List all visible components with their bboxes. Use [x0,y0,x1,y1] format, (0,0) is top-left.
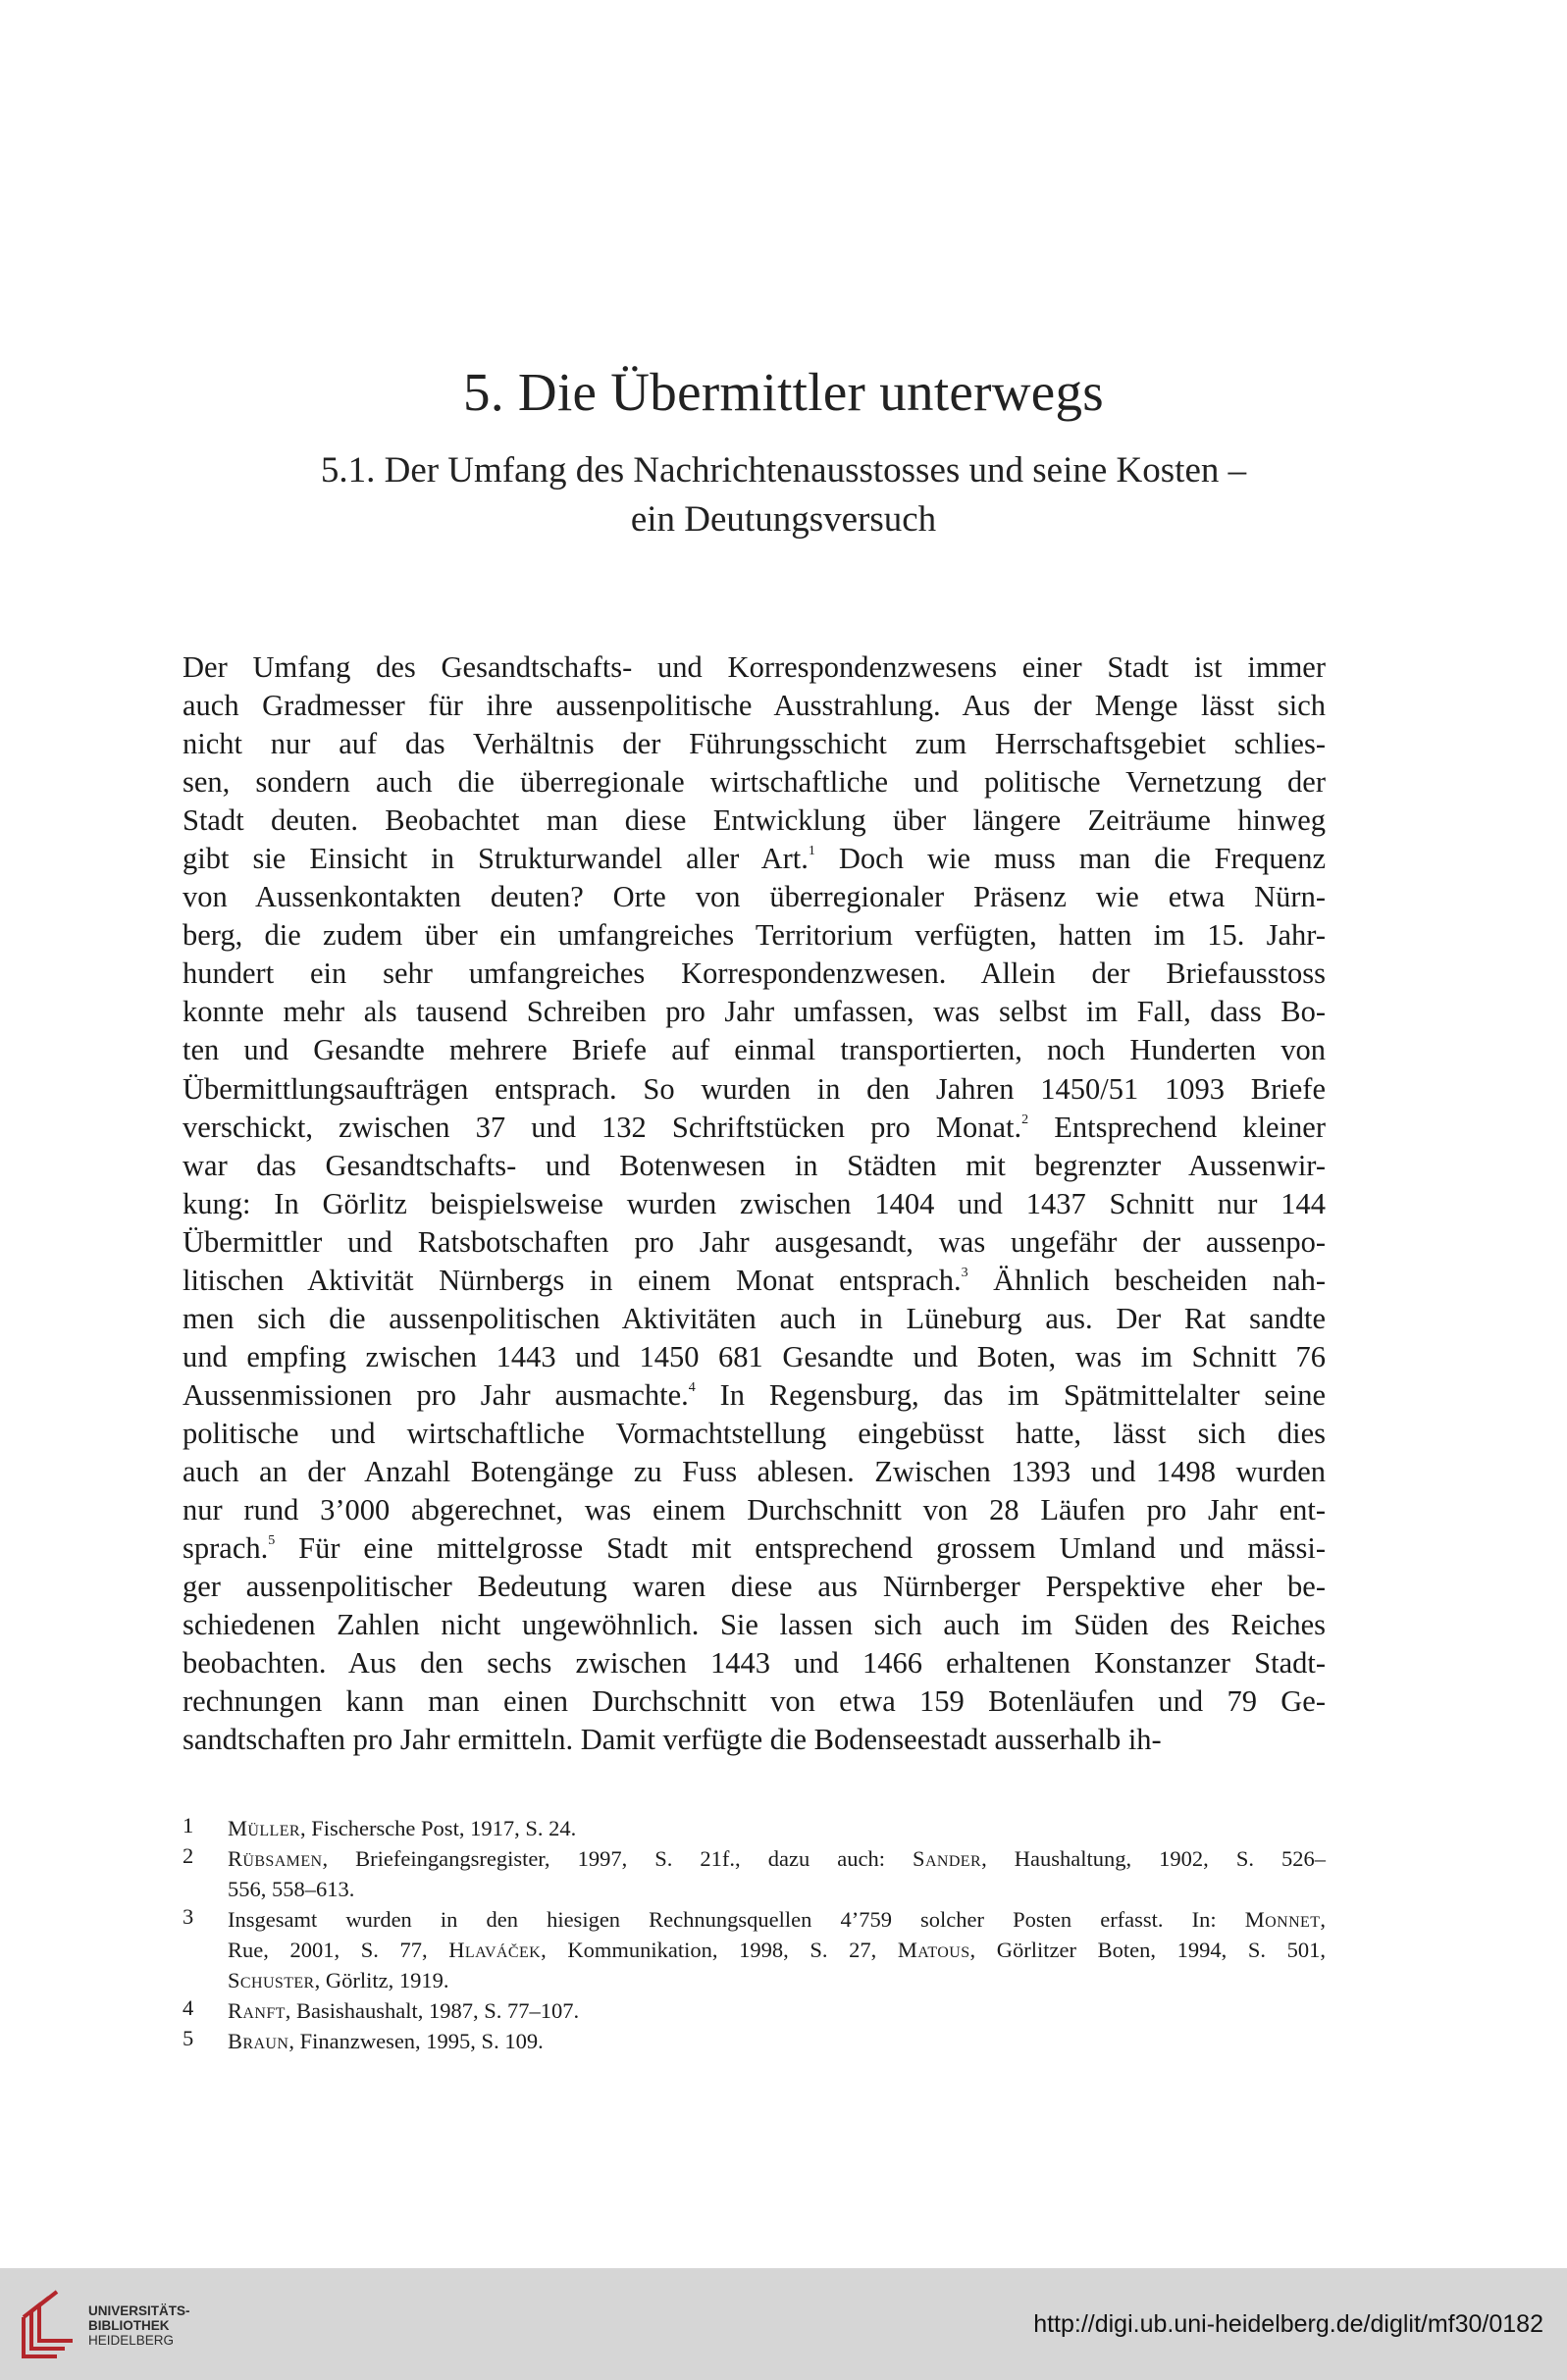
body-line: ten und Gesandte mehrere Briefe auf einmal transportierten, noch Hunderten von [183,1033,1326,1067]
footnote-marker[interactable]: 2 [1021,1112,1029,1127]
footnote-line: Rue, 2001, S. 77, Hlaváček, Kommunikation, 1998, S. 27, Matous, Görlitzer Boten, 1994, S. 501, [228,1938,1326,1962]
footnote-marker[interactable]: 1 [808,844,815,859]
footnote-line: Insgesamt wurden in den hiesigen Rechnungsquellen 4’759 solcher Posten erfasst. In: Monnet, [228,1907,1326,1932]
logo-text-line: UNIVERSITÄTS- [88,2303,190,2318]
section-title-line: 5.1. Der Umfang des Nachrichtenausstosses und seine Kosten – [320,450,1247,491]
body-line: und empfing zwischen 1443 und 1450 681 Gesandte und Boten, was im Schnitt 76 [183,1339,1326,1373]
logo-text-line: HEIDELBERG [88,2333,175,2348]
body-line: sprach.$^5$ Für eine mittelgrosse Stadt mit entsprechend grossem Umland und mässi- [183,1531,1326,1566]
library-logo-text [88,2303,190,2348]
footnote-line: Schuster, Görlitz, 1919. [228,1968,449,1992]
author-name: Ranft [228,1998,286,2023]
footnote-item [183,1995,1326,2026]
footnote-item [183,1843,1326,1904]
body-line: Stadt deuten. Beobachtet man diese Entwicklung über längere Zeiträume hinweg [183,803,1326,838]
body-line: Übermittlungsaufträgen entsprach. So wurden in den Jahren 1450/51 1093 Briefe [183,1071,1326,1106]
author-name: Monnet [1244,1907,1321,1932]
author-name: Rübsamen [228,1846,323,1871]
body-line: verschickt, zwischen 37 und 132 Schriftstücken pro Monat.$^2$ Entsprechend kleiner [183,1110,1327,1144]
footnote-marker[interactable]: 4 [688,1379,696,1395]
body-line: beobachten. Aus den sechs zwischen 1443 und 1466 erhaltenen Konstanzer Stadt- [183,1646,1326,1681]
body-line: gibt sie Einsicht in Strukturwandel aller Art.$^1$ Doch wie muss man die Frequenz [183,842,1326,876]
body-line: berg, die zudem über ein umfangreiches Territorium verfügten, hatten im 15. Jahr- [183,918,1326,953]
body-line: war das Gesandtschafts- und Botenwesen in Städten mit begrenzter Aussenwir- [183,1148,1326,1182]
body-line: auch an der Anzahl Botengänge zu Fuss ablesen. Zwischen 1393 und 1498 wurden [183,1454,1326,1488]
footnote-number: 3 [183,1904,194,1929]
library-logo[interactable] [18,2288,234,2362]
body-text [183,648,1326,1759]
author-name: Sander [913,1846,982,1871]
footnote-marker[interactable]: 5 [268,1533,276,1549]
footnote-line: Rübsamen, Briefeingangsregister, 1997, S. 21f., dazu auch: Sander, Haushaltung, 1902, S. 526– [228,1846,1326,1871]
body-line: politische und wirtschaftliche Vormachtstellung eingebüsst hatte, lässt sich dies [183,1416,1326,1450]
body-line: Übermittler und Ratsbotschaften pro Jahr ausgesandt, was ungefähr der aussenpo- [183,1224,1326,1259]
body-line: ger aussenpolitischer Bedeutung waren diese aus Nürnberger Perspektive eher be- [183,1570,1326,1604]
footer-bar [0,2268,1567,2380]
body-line: sen, sondern auch die überregionale wirtschaftliche und politische Vernetzung der [183,765,1326,800]
footnote-item [183,1904,1326,1995]
body-line: kung: In Görlitz beispielsweise wurden zwischen 1404 und 1437 Schnitt nur 144 [183,1186,1326,1220]
chapter-title: 5. Die Übermittler unterwegs [463,362,1104,422]
footnote-line: Braun, Finanzwesen, 1995, S. 109. [228,2029,544,2053]
footnote-number: 2 [183,1843,194,1868]
footnote-number: 4 [183,1995,194,2020]
body-line: schiedenen Zahlen nicht ungewöhnlich. Sie lassen sich auch im Süden des Reiches [183,1608,1326,1642]
permalink-url[interactable]: http://digi.ub.uni-heidelberg.de/diglit/mf30/0182 [1033,2310,1543,2338]
logo-text-line: BIBLIOTHEK [88,2318,170,2333]
section-title-line: ein Deutungsversuch [630,499,937,540]
section-title [0,446,1567,544]
author-name: Müller [228,1816,300,1840]
author-name: Hlaváček [448,1938,542,1962]
footnote-marker[interactable]: 3 [961,1265,968,1280]
body-line: men sich die aussenpolitischen Aktivitäten auch in Lüneburg aus. Der Rat sandte [183,1301,1326,1335]
body-line: sandtschaften pro Jahr ermitteln. Damit verfügte die Bodenseestadt ausserhalb ih- [183,1723,1162,1757]
body-line: nicht nur auf das Verhältnis der Führungsschicht zum Herrschaftsgebiet schlies- [183,727,1326,761]
footnote-item [183,2026,1326,2056]
footnote-line: Ranft, Basishaushalt, 1987, S. 77–107. [228,1998,580,2023]
body-line: nur rund 3’000 abgerechnet, was einem Durchschnitt von 28 Läufen pro Jahr ent- [183,1493,1326,1527]
body-line: litischen Aktivität Nürnbergs in einem Monat entsprach.$^3$ Ähnlich bescheiden nah- [183,1263,1326,1297]
footnotes [183,1813,1326,2056]
body-line: hundert ein sehr umfangreiches Korrespondenzwesen. Allein der Briefausstoss [183,957,1326,991]
body-line: rechnungen kann man einen Durchschnitt von etwa 159 Botenläufen und 79 Ge- [183,1684,1326,1719]
body-line: konnte mehr als tausend Schreiben pro Jahr umfassen, was selbst im Fall, dass Bo- [183,995,1326,1029]
body-line: von Aussenkontakten deuten? Orte von überregionaler Präsenz wie etwa Nürn- [183,880,1326,914]
author-name: Schuster [228,1968,315,1992]
body-line: Aussenmissionen pro Jahr ausmachte.$^4$ In Regensburg, das im Spätmittelalter seine [183,1377,1327,1412]
footnote-line: 556, 558–613. [228,1877,355,1901]
author-name: Matous [897,1938,970,1962]
library-logo-icon [18,2288,78,2362]
footnote-line: Müller, Fischersche Post, 1917, S. 24. [228,1816,577,1840]
author-name: Braun [228,2029,289,2053]
body-line: Der Umfang des Gesandtschafts- und Korrespondenzwesens einer Stadt ist immer [183,650,1326,684]
footnote-number: 5 [183,2026,194,2050]
footnote-item [183,1813,1326,1843]
footnote-number: 1 [183,1813,194,1837]
body-line: auch Gradmesser für ihre aussenpolitische Ausstrahlung. Aus der Menge lässt sich [183,689,1326,723]
